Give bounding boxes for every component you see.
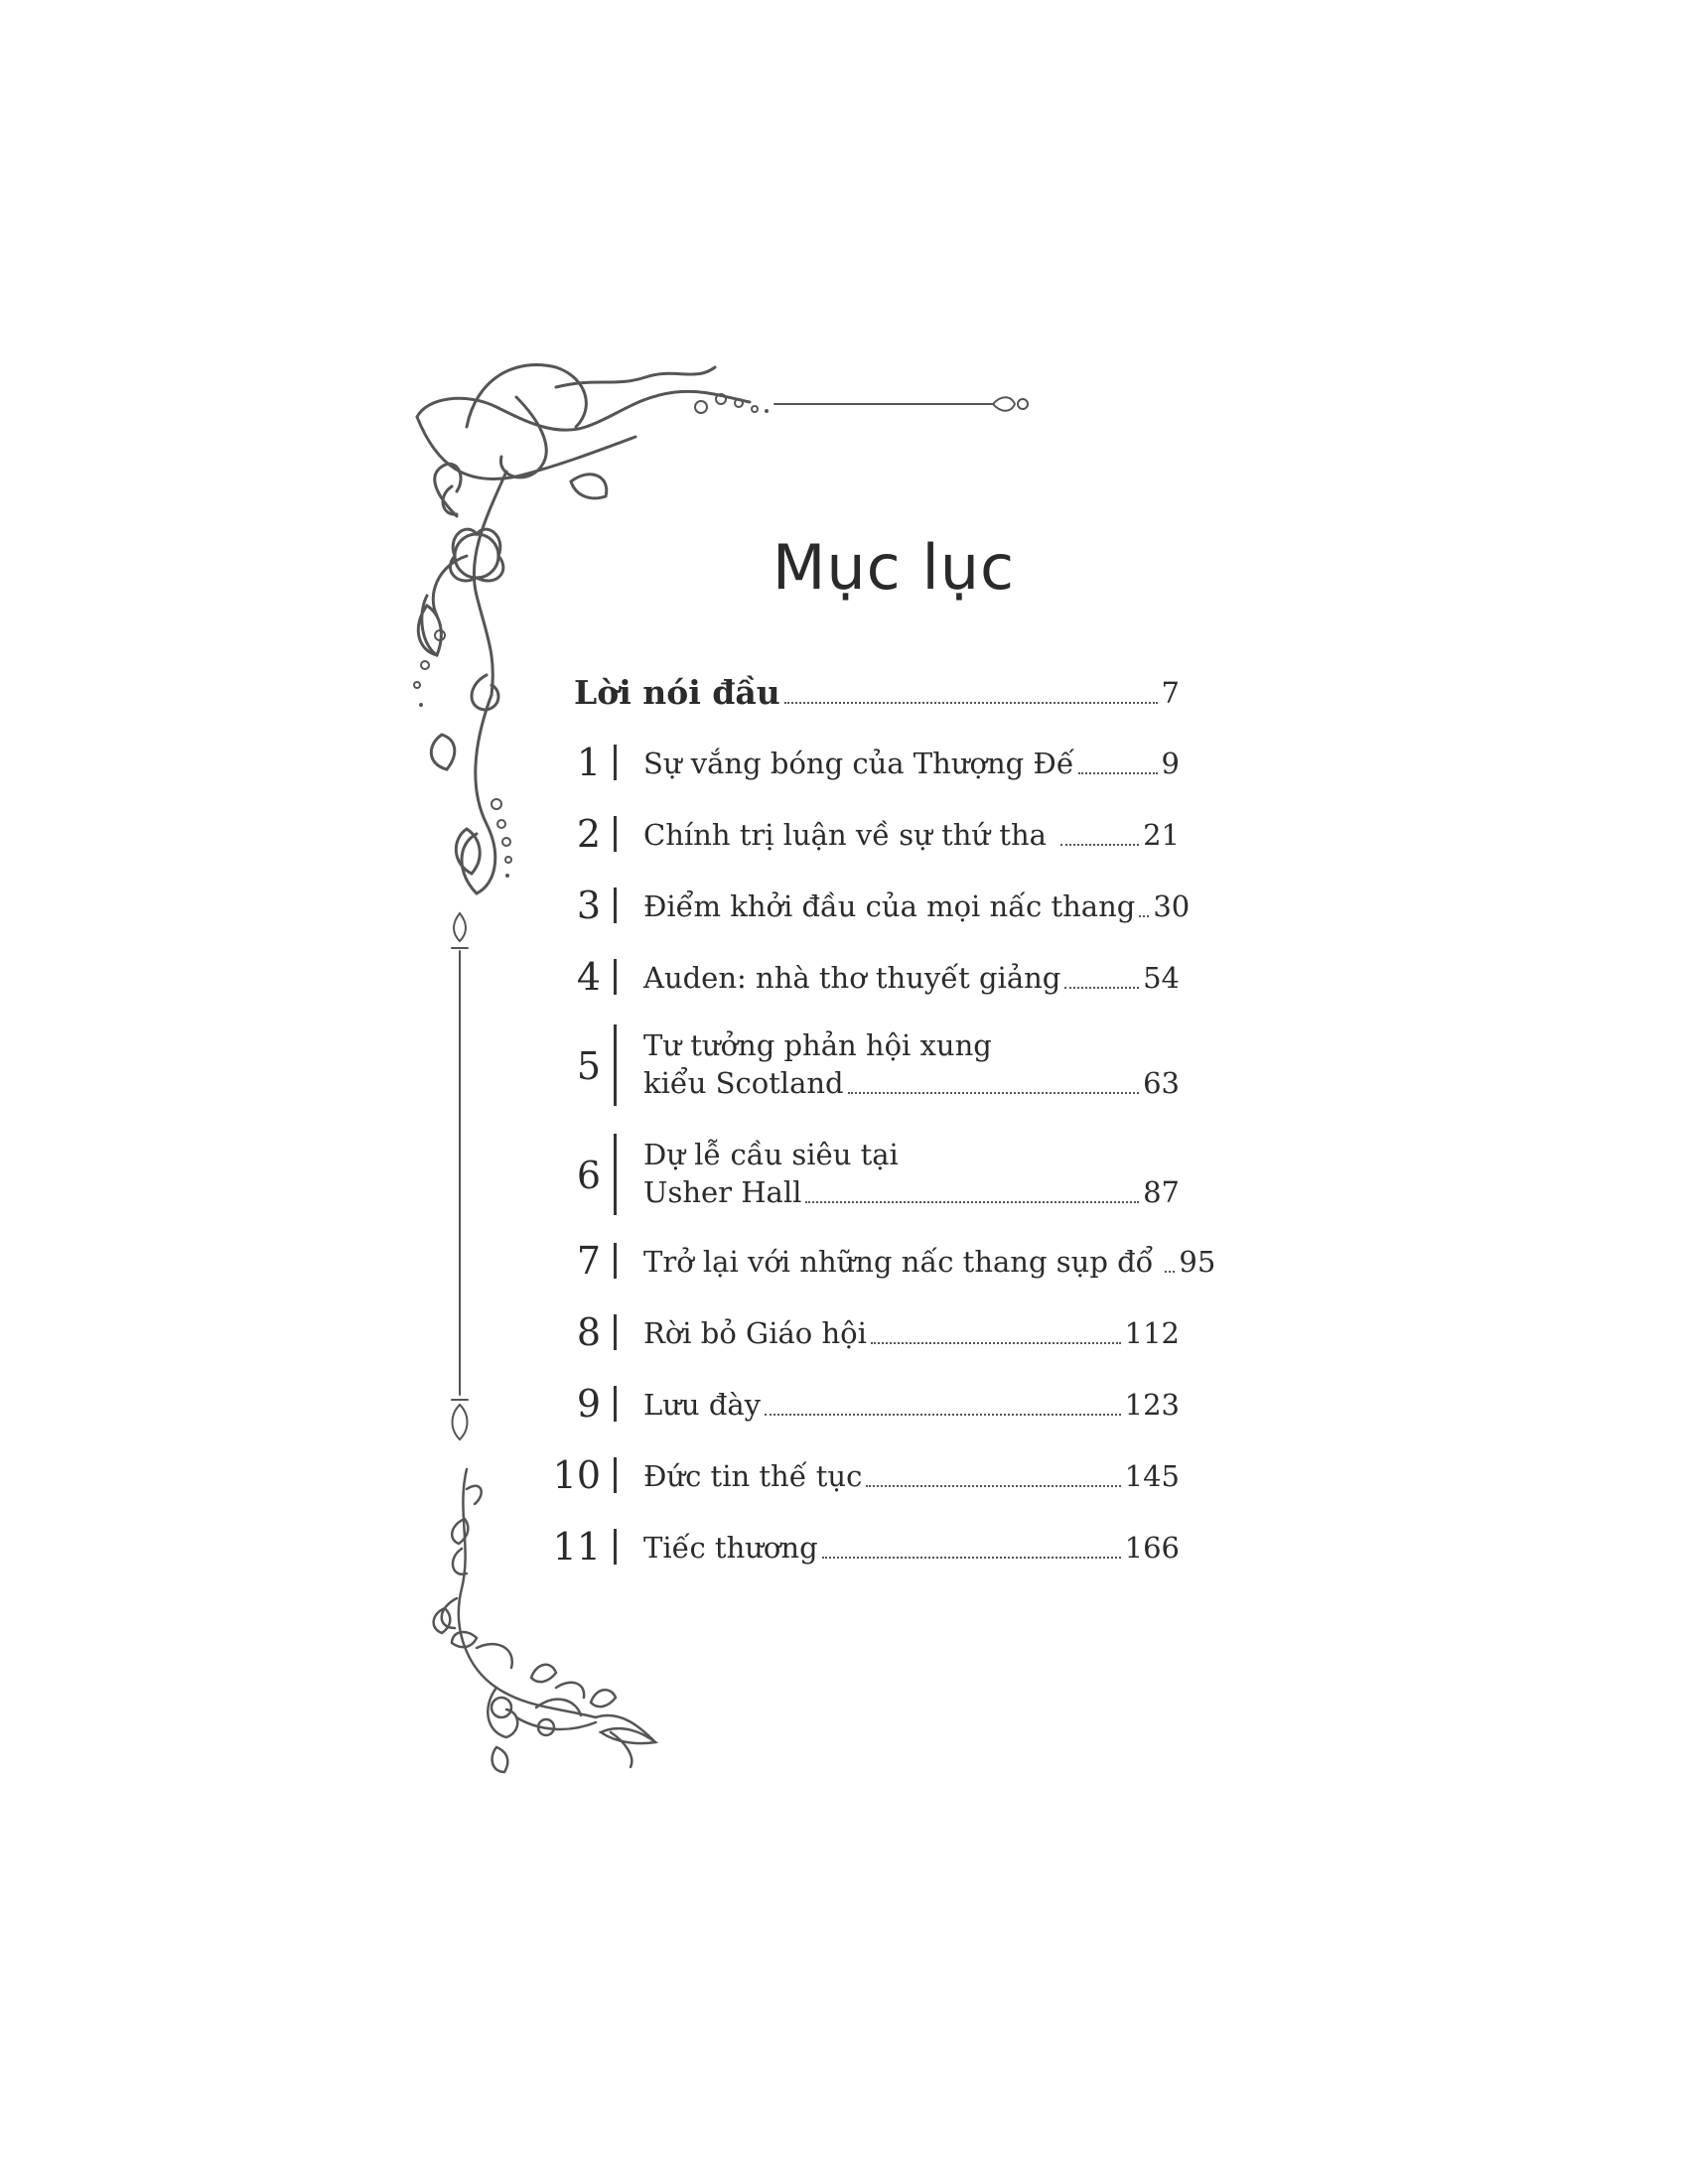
- toc-entry-preface[interactable]: [574, 673, 1180, 713]
- chapter-body: [643, 887, 1191, 925]
- chapter-title: Chính trị luận về sự thứ tha: [643, 818, 1047, 852]
- chapter-title: Trở lại với những nấc thang sụp đổ: [643, 1245, 1154, 1279]
- dot-leader: [1078, 772, 1158, 774]
- chapter-divider: [614, 959, 617, 995]
- dot-leader: [866, 1485, 1120, 1487]
- toc-entry-chapter-4[interactable]: [536, 957, 1180, 997]
- dot-leader: [805, 1201, 1139, 1203]
- chapter-number: 5: [576, 1044, 601, 1088]
- chapter-divider: [614, 1457, 617, 1493]
- chapter-title-line-2: kiểu Scotland: [643, 1066, 844, 1100]
- chapter-title: Rời bỏ Giáo hội: [643, 1316, 867, 1350]
- chapter-page-number: 166: [1124, 1531, 1180, 1565]
- chapter-title: Đức tin thế tục: [643, 1459, 863, 1493]
- chapter-number: 7: [576, 1239, 601, 1283]
- dot-leader: [765, 1414, 1121, 1416]
- chapter-page-number: 123: [1124, 1388, 1180, 1422]
- toc-entry-chapter-5[interactable]: [536, 1024, 1180, 1108]
- toc-entry-chapter-6[interactable]: [536, 1134, 1180, 1217]
- chapter-title: Tư tưởng phản hội xung: [643, 1028, 992, 1062]
- chapter-body: [643, 959, 1180, 997]
- toc-entry-chapter-8[interactable]: [536, 1312, 1180, 1352]
- chapter-title: Điểm khởi đầu của mọi nấc thang: [643, 889, 1136, 923]
- chapter-page-number: 9: [1161, 747, 1180, 780]
- chapter-divider: [614, 816, 617, 852]
- chapter-number: 4: [576, 955, 601, 999]
- chapter-number: 6: [576, 1154, 601, 1197]
- toc-entry-chapter-9[interactable]: [536, 1384, 1180, 1424]
- horizontal-rule-icon: [774, 397, 1028, 411]
- chapter-number: 1: [576, 741, 601, 784]
- vertical-rule-icon: [452, 913, 468, 1439]
- chapter-title: Lưu đày: [643, 1388, 762, 1422]
- dot-leader: [1165, 1271, 1175, 1273]
- chapter-divider: [614, 1529, 617, 1565]
- toc-entry-chapter-2[interactable]: [536, 814, 1180, 854]
- dot-leader: [1139, 915, 1149, 917]
- chapter-divider: [614, 745, 617, 780]
- chapter-divider: [614, 1386, 617, 1422]
- chapter-title: Dự lễ cầu siêu tại: [643, 1138, 899, 1171]
- chapter-body: [643, 1386, 1180, 1424]
- chapter-body: [643, 1136, 1180, 1211]
- chapter-page-number: 54: [1143, 961, 1180, 995]
- chapter-title: Sự vắng bóng của Thượng Đế: [643, 747, 1074, 780]
- dot-leader: [848, 1092, 1139, 1094]
- chapter-body: [643, 1457, 1180, 1495]
- toc-entry-chapter-1[interactable]: [536, 743, 1180, 782]
- chapter-title: Tiếc thương: [643, 1531, 818, 1565]
- chapter-number: 3: [576, 884, 601, 927]
- chapter-divider: [614, 1024, 617, 1106]
- chapter-title: Auden: nhà thơ thuyết giảng: [643, 961, 1061, 995]
- preface-page-number: 7: [1161, 676, 1180, 710]
- chapter-page-number: 95: [1179, 1245, 1216, 1279]
- floral-corner-bottom-left-icon: [434, 1469, 655, 1772]
- chapter-number: 2: [576, 812, 601, 856]
- chapter-divider: [614, 1243, 617, 1279]
- chapter-divider: [614, 887, 617, 923]
- chapter-page-number: 30: [1153, 889, 1191, 923]
- chapter-title-line-2: Usher Hall: [643, 1175, 802, 1209]
- chapter-body: [643, 1314, 1180, 1352]
- chapter-body: [643, 1529, 1180, 1567]
- chapter-page-number: 145: [1124, 1459, 1180, 1493]
- chapter-number: 10: [552, 1453, 601, 1497]
- chapter-body: [643, 816, 1180, 854]
- chapter-body: [643, 1026, 1180, 1102]
- chapter-body: [643, 1243, 1216, 1281]
- dot-leader: [871, 1342, 1121, 1344]
- preface-title: Lời nói đầu: [574, 673, 780, 712]
- chapter-divider: [614, 1314, 617, 1350]
- chapter-number: 11: [552, 1525, 601, 1569]
- toc-entry-chapter-10[interactable]: [536, 1455, 1180, 1495]
- chapter-page-number: 87: [1143, 1175, 1180, 1209]
- chapter-number: 8: [576, 1310, 601, 1354]
- dot-leader: [1064, 987, 1139, 989]
- toc-entry-chapter-3[interactable]: [536, 884, 1191, 927]
- dot-leader: [1060, 844, 1139, 846]
- dot-leader: [822, 1557, 1121, 1559]
- dot-leader: [784, 702, 1158, 704]
- chapter-page-number: 21: [1143, 818, 1180, 852]
- chapter-page-number: 112: [1124, 1316, 1180, 1350]
- chapter-number: 9: [576, 1382, 601, 1426]
- toc-entry-chapter-7[interactable]: [536, 1239, 1216, 1283]
- toc-entry-chapter-11[interactable]: [536, 1527, 1180, 1567]
- chapter-body: [643, 745, 1180, 782]
- chapter-divider: [614, 1134, 617, 1215]
- chapter-page-number: 63: [1143, 1066, 1180, 1100]
- page-title: Mục lục: [772, 531, 1016, 604]
